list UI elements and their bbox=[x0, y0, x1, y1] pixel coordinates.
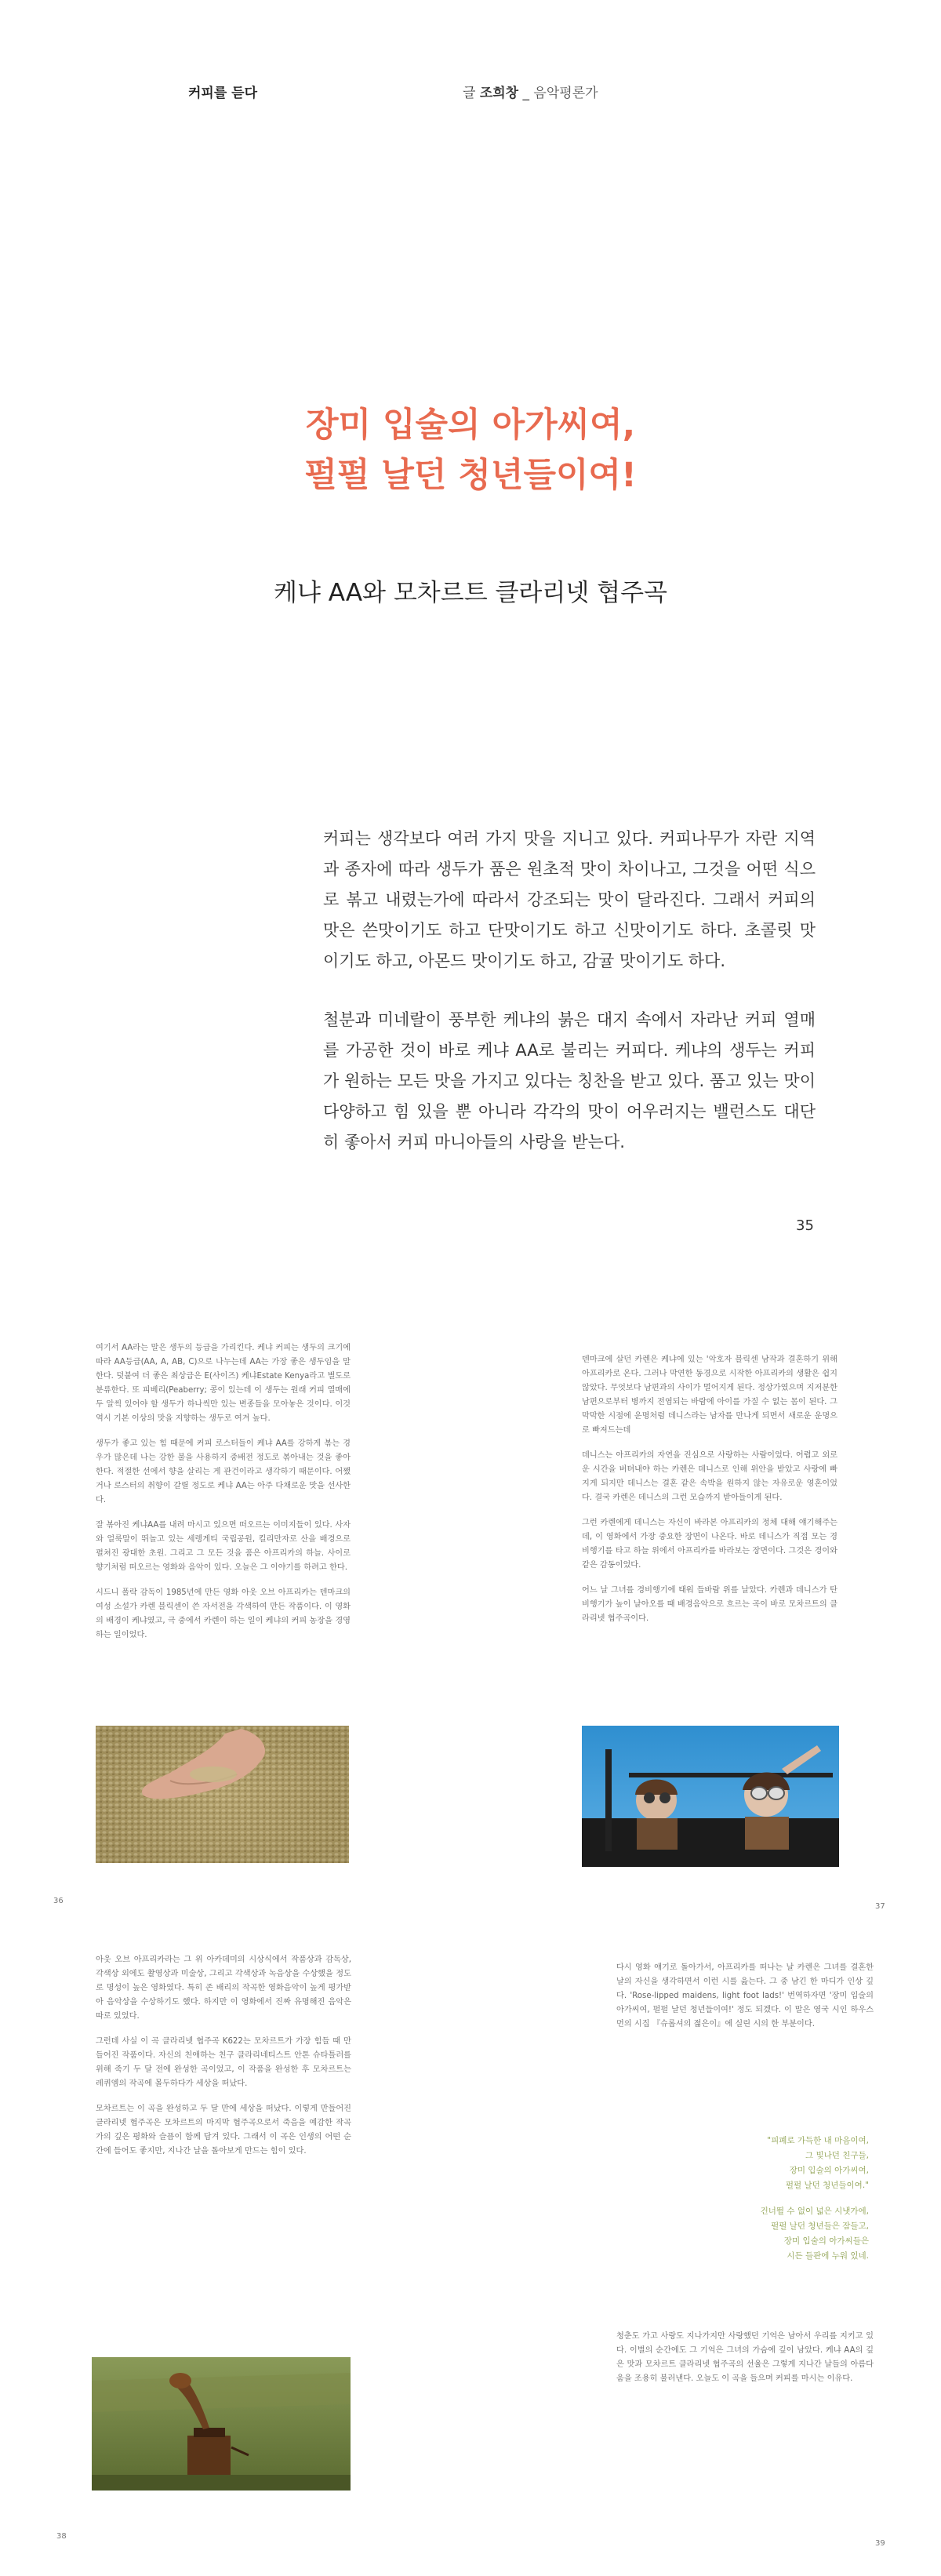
lead-text bbox=[323, 824, 816, 1186]
paragraph: 잘 볶아진 케냐AA를 내려 마시고 있으면 떠오르는 이미지들이 있다. 사자와 얼룩말이 뛰놀고 있는 세렝게티 국립공원, 킬리만자로 산을 배경으로 펼쳐진 광대한 초원. 그리고 그 모든 것을 품은 아프리카의 하늘. 사이로 향기처럼 떠오르는 영화와 음악이 있다. 오늘은 그 이야기를 하려고 한다. bbox=[96, 1521, 351, 1572]
author-prefix: 글 bbox=[463, 86, 480, 101]
paragraph: 다시 영화 얘기로 돌아가서, 아프리카를 떠나는 날 카렌은 그녀를 결혼한 날의 자신을 생각하면서 이런 시를 읊는다. 그 중 남긴 한 마디가 인상 깊다. 'Rose-lipped maidens, light foot lads!' 번역하자면 '장미 입술의 아가씨여, 펄펄 날던 청년들이여!' 정도 되겠다. 이 말은 영국 시인 하우스먼의 시집 『슈롭셔의 젊은이』에 실린 시의 한 부분이다. bbox=[616, 1963, 874, 2028]
author-role: 음악평론가 bbox=[533, 86, 598, 101]
page-number-37: 37 bbox=[875, 1902, 885, 1911]
paragraph: 생두가 좋고 있는 힘 때문에 커피 로스터들이 케냐 AA를 강하게 볶는 경우가 많은데 나는 강한 불을 사용하지 중배전 정도로 볶아내는 것을 좋아한다. 적절한 선에서 향을 살리는 게 관건이라고 생각하기 때문이다. 어쨌거나 로스터의 취향이 갈릴 정도로 케냐 AA는 아주 다채로운 맛을 선사한다. bbox=[96, 1439, 351, 1504]
paragraph: 그런데 사실 이 곡 클라리넷 협주곡 K622는 모차르트가 가장 힘들 때 만들어진 작품이다. 자신의 친애하는 친구 클라리네티스트 안톤 슈타틀러를 위해 죽기 두 달 전에 완성한 곡이었고, 이 작품을 완성한 후 모차르트는 레퀴엠의 작곡에 몰두하다가 세상을 떠났다. bbox=[96, 2037, 351, 2088]
lead-paragraph-2: 철분과 미네랄이 풍부한 케냐의 붉은 대지 속에서 자라난 커피 열매를 가공한 것이 바로 케냐 AA로 불리는 커피다. 케냐의 생두는 커피가 원하는 모든 맛을 가지고 있다는 칭찬을 받고 있다. 품고 있는 맛이 다양하고 힘 있을 뿐 아니라 각각의 맛이 어우러지는 밸런스도 대단히 좋아서 커피 마니아들의 사랑을 받는다. bbox=[323, 1010, 816, 1152]
quote-stanza-1: "피폐로 가득한 내 마음이여, 그 빛나던 친구들, 장미 입술의 아가씨여, 펄펄 날던 청년들이여." bbox=[767, 2136, 869, 2190]
coffee-beans-photo bbox=[96, 1726, 349, 1863]
page-number-35: 35 bbox=[796, 1217, 814, 1234]
title-line-2: 펄펄 날던 청년들이여! bbox=[304, 456, 637, 495]
series-title: 커피를 듣다 bbox=[188, 86, 258, 101]
author-credit bbox=[463, 82, 598, 101]
spread2-right-closing bbox=[616, 2330, 874, 2463]
paragraph: 여기서 AA라는 말은 생두의 등급을 가리킨다. 케냐 커피는 생두의 크기에 따라 AA등급(AA, A, AB, C)으로 나누는데 AA는 가장 좋은 생두임을 말한다. 덧붙여 더 좋은 최상급은 E(사이즈) 케냐Estate Kenya라고 별도로 분류한다. 또 피베리(Peaberry; 콩이 있는데 이 생두는 원래 커피 열매에 두 알씩 있어야 할 생두가 하나씩만 있는 변종들을 모아놓은 것이다. 이것 역시 기본 이상의 맛을 지향하는 생두로 여겨 높다. bbox=[96, 1344, 351, 1423]
hand-holding-coffee-beans-image bbox=[96, 1726, 349, 1863]
quote-stanza-2: 건너뛸 수 없이 넓은 시냇가에, 펄펄 날던 청년들은 잠들고, 장미 입술의 아가씨들은 시든 들판에 누워 있네. bbox=[760, 2207, 869, 2261]
author-separator: _ bbox=[518, 86, 534, 101]
paragraph: 어느 날 그녀를 경비행기에 태워 들바람 위를 날았다. 카렌과 데니스가 탄 비행기가 높이 날아오를 때 배경음악으로 흐르는 곡이 바로 모차르트의 클라리넷 협주곡이다. bbox=[582, 1586, 837, 1623]
page-number-39: 39 bbox=[875, 2539, 885, 2548]
page-number-36: 36 bbox=[53, 1897, 64, 1905]
spread2-right-column bbox=[616, 1961, 874, 2106]
lead-paragraph-1: 커피는 생각보다 여러 가지 맛을 지니고 있다. 커피나무가 자란 지역과 종자에 따라 생두가 품은 원초적 맛이 차이나고, 그것을 어떤 식으로 볶고 내렸는가에 따라서 강조되는 맛이 달라진다. 그래서 커피의 맛은 쓴맛이기도 하고 단맛이기도 하고 신맛이기도 하다. 초콜릿 맛이기도 하고, 아몬드 맛이기도 하고, 감귤 맛이기도 하다. bbox=[323, 829, 816, 970]
paragraph: 청춘도 가고 사랑도 지나가지만 사랑했던 기억은 남아서 우리를 지키고 있다. 이별의 순간에도 그 기억은 그녀의 가슴에 깊이 남았다. 케냐 AA의 깊은 맛과 모차르트 클라리넷 협주곡의 선율은 그렇게 지나간 날들의 아름다움을 조용히 불러낸다. 오늘도 이 곡을 들으며 커피를 마시는 이유다. bbox=[616, 2332, 874, 2383]
spread1-right-column bbox=[582, 1353, 837, 1714]
page-number-38: 38 bbox=[56, 2532, 67, 2541]
paragraph: 덴마크에 살던 카렌은 케냐에 있는 '악호자 블릭센 남작과 결혼하기 위해 아프리카로 온다. 그러나 막연한 동경으로 시작한 아프리카의 생활은 쉽지 않았다. 무엇보다 남편과의 사이가 멀어지게 된다. 정상가였으며 지저분한 남편으로부터 병까지 전염되는 바람에 아이를 가질 수 없는 몸이 된다. 그 막막한 시점에 운명처럼 데니스라는 남자를 만나게 되면서 새로운 운명으로 빠져드는데 bbox=[582, 1355, 837, 1435]
phonograph-photo bbox=[92, 2357, 351, 2490]
title-line-1: 장미 입술의 아가씨여, bbox=[305, 406, 636, 445]
paragraph: 아웃 오브 아프리카라는 그 위 아카데미의 시상식에서 작품상과 감독상, 각색상 외에도 촬영상과 미술상, 그리고 각색상과 녹음상을 수상했을 정도로 명성이 높은 영화였다. 특히 존 배리의 작곡한 영화음악이 높게 평가받아 음악상을 수상하기도 했다. 하지만 이 영화에서 진짜 유명해진 음악은 따로 있었다. bbox=[96, 1956, 351, 2021]
article-title bbox=[0, 400, 941, 500]
old-phonograph-in-grass-image bbox=[92, 2357, 351, 2490]
paragraph: 데니스는 아프리카의 자연을 진심으로 사랑하는 사람이었다. 어렵고 외로운 시간을 버텨내야 하는 카렌은 데니스로 인해 위안을 받았고 사랑에 빠지게 되지만 데니스는 결혼 같은 속박을 원하지 않는 자유로운 영혼이었다. 결국 카렌은 데니스의 그런 모습까지 받아들이게 된다. bbox=[582, 1451, 837, 1502]
article-subtitle: 케냐 AA와 모차르트 클라리넷 협주곡 bbox=[274, 579, 667, 607]
spread2-left-column bbox=[96, 1953, 351, 2322]
poem-quote bbox=[627, 2134, 869, 2275]
paragraph: 시드니 폴락 감독이 1985년에 만든 영화 아웃 오브 아프리카는 덴마크의 여성 소설가 카렌 블릭센이 쓴 자서전을 각색하여 만든 작품이다. 이 영화의 배경이 케냐였고, 극 중에서 카렌이 하는 일이 케냐의 커피 농장을 경영하는 일이었다. bbox=[96, 1588, 351, 1639]
spread1-left-column bbox=[96, 1341, 351, 1769]
couple-in-biplane-image bbox=[582, 1726, 839, 1867]
paragraph: 모차르트는 이 곡을 완성하고 두 달 만에 세상을 떠났다. 이렇게 만들어진 클라리넷 협주곡은 모차르트의 마지막 협주곡으로서 죽음을 예감한 작곡가의 깊은 평화와 슬픔이 함께 담겨 있다. 그래서 이 곡은 인생의 어떤 순간에 들어도 좋지만, 지나간 날을 돌아보게 만드는 힘이 있다. bbox=[96, 2105, 351, 2156]
author-name: 조희창 bbox=[479, 86, 519, 101]
biplane-photo bbox=[582, 1726, 839, 1867]
paragraph: 그런 카렌에게 데니스는 자신이 바라본 아프리카의 정체 대해 얘기해주는데, 이 영화에서 가장 중요한 장면이 나온다. 바로 데니스가 직접 모는 경비행기를 타고 하늘 위에서 아프리카를 바라보는 장면이다. 그것은 경이와 같은 감동이었다. bbox=[582, 1519, 837, 1570]
